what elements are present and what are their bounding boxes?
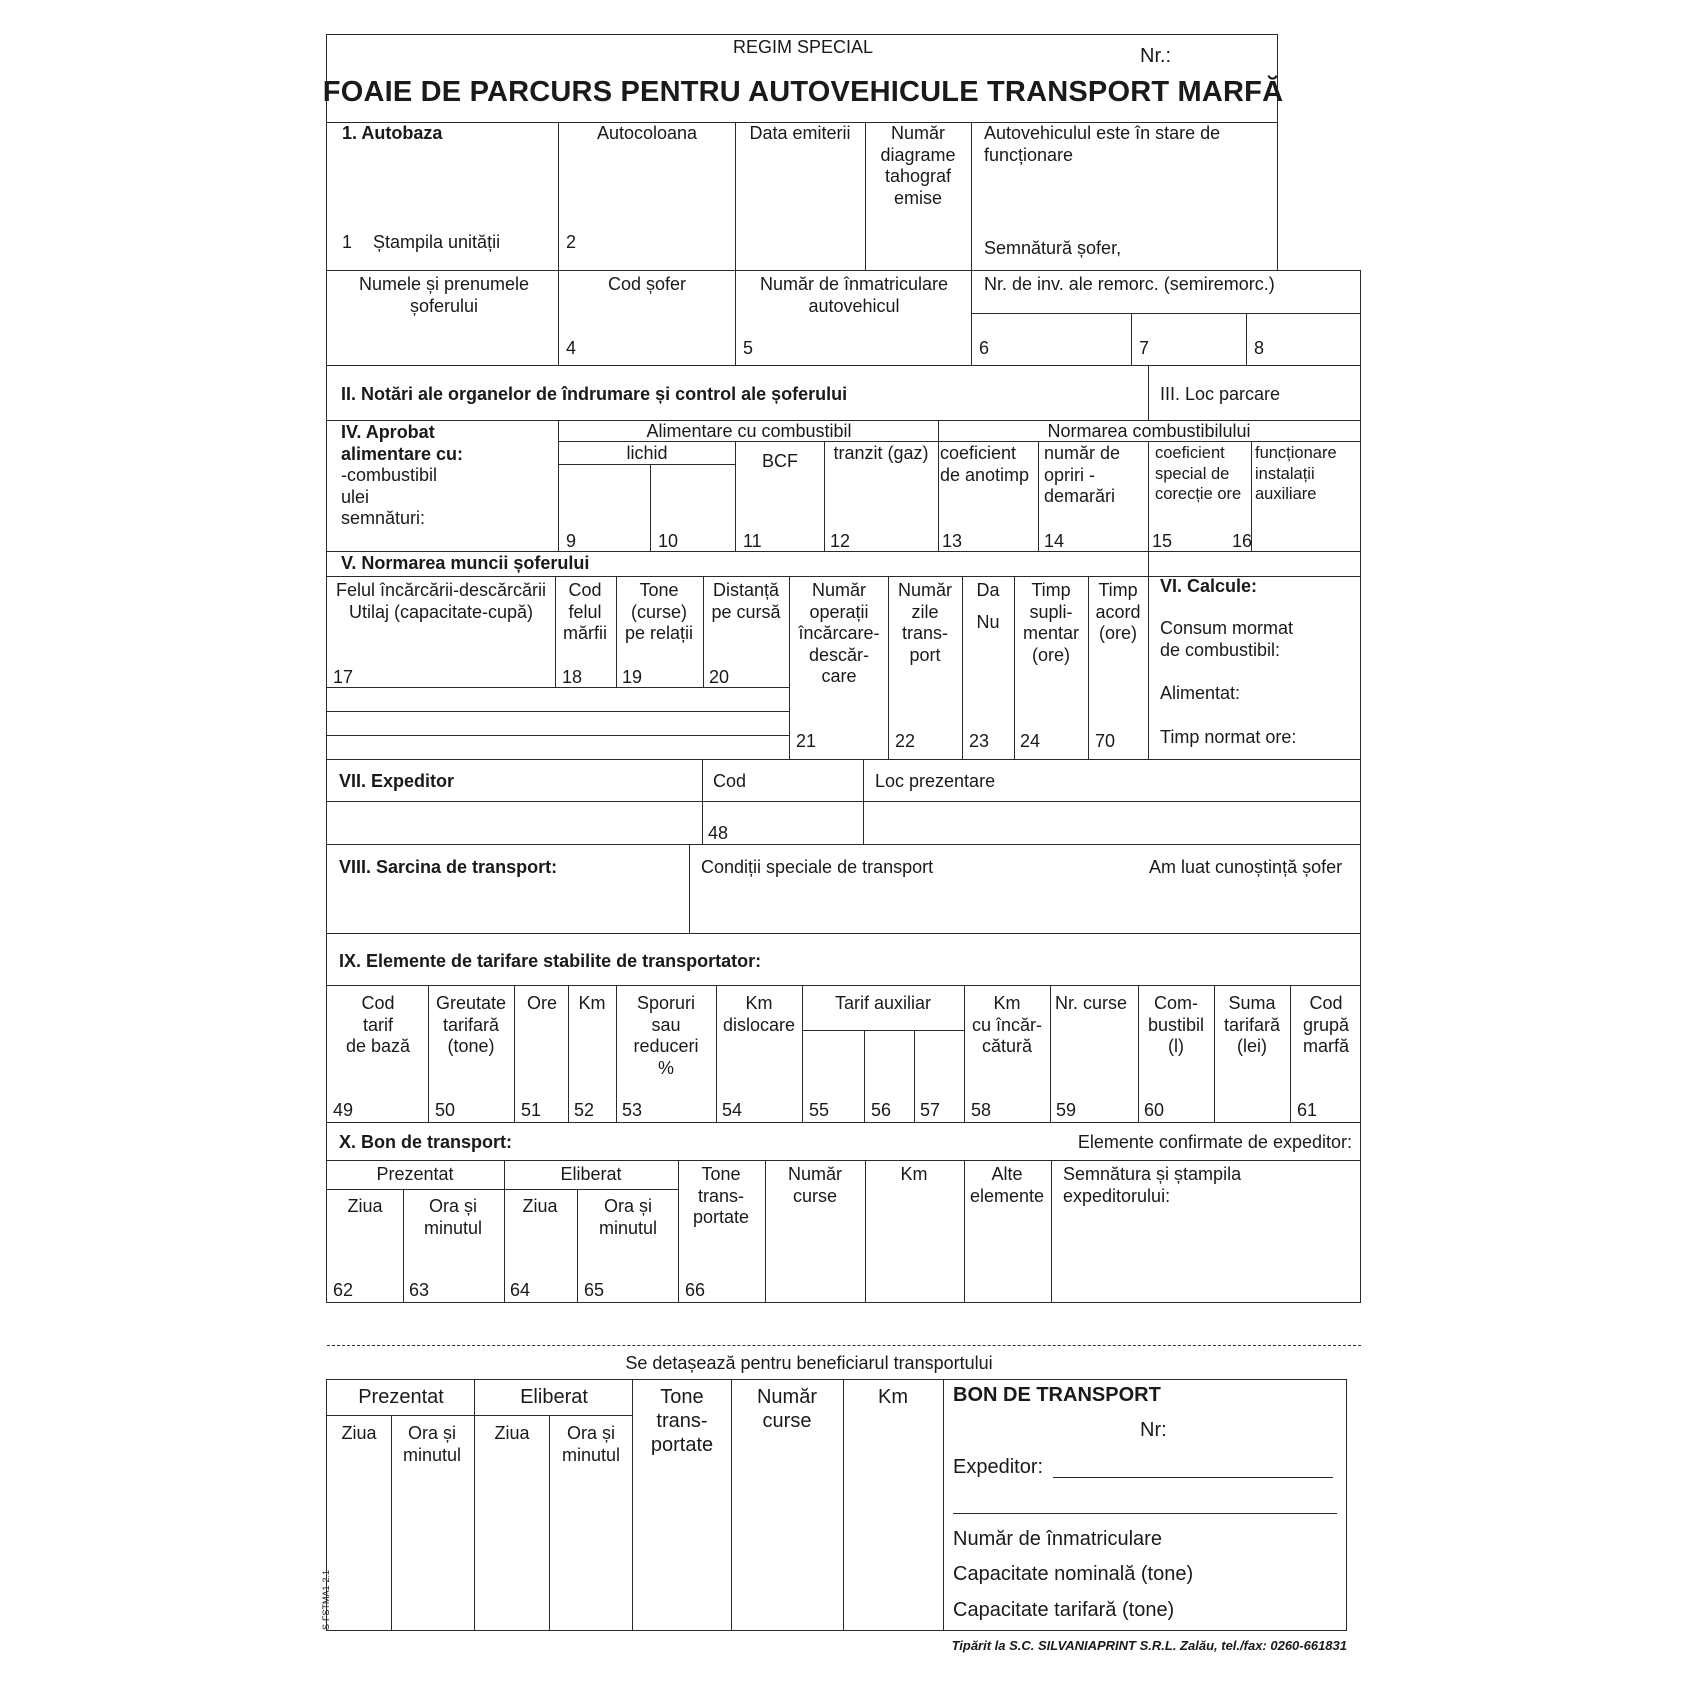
detach-eliberat-ora-label: Ora și minutul bbox=[561, 1423, 621, 1465]
cod-felul-marfii-label: Cod felul mărfii bbox=[563, 580, 607, 643]
elemente-tarifare-title: IX. Elemente de tarifare stabilite de transportator: bbox=[339, 951, 762, 971]
km-incarcatura-label: Km cu încăr- cătură bbox=[971, 993, 1043, 1056]
calcule-title: VI. Calcule: bbox=[1160, 576, 1258, 596]
field-number-2: 2 bbox=[566, 232, 577, 252]
detach-numar-curse-label: Număr curse bbox=[756, 1386, 818, 1432]
da-nu-label: Da Nu bbox=[976, 580, 1000, 632]
detach-prezentat-ziua-label: Ziua bbox=[341, 1423, 377, 1443]
conditii-speciale-label: Condiții speciale de transport bbox=[701, 857, 934, 877]
stare-functionare-label: Autovehiculul este în stare de funcționare bbox=[984, 123, 1221, 165]
semnatura-sofer-label: Semnătură șofer, bbox=[984, 238, 1122, 258]
field-number-18: 18 bbox=[562, 667, 583, 687]
tarif-auxiliar-label: Tarif auxiliar bbox=[834, 993, 932, 1013]
data-emiterii-label: Data emiterii bbox=[749, 123, 851, 143]
eliberat-ora-label: Ora și minutul bbox=[598, 1196, 658, 1238]
cod-sofer-label: Cod șofer bbox=[607, 274, 687, 294]
field-number-12: 12 bbox=[830, 531, 851, 551]
field-number-63: 63 bbox=[409, 1280, 430, 1300]
field-number-64: 64 bbox=[510, 1280, 531, 1300]
detach-prezentat-ora-label: Ora și minutul bbox=[402, 1423, 462, 1465]
timp-acord-label: Timp acord (ore) bbox=[1095, 580, 1141, 643]
detach-eliberat-ziua-label: Ziua bbox=[494, 1423, 530, 1443]
field-number-53: 53 bbox=[622, 1100, 643, 1120]
notari-organe-label: II. Notări ale organelor de îndrumare și control ale șoferului bbox=[341, 384, 848, 404]
normarea-muncii-title: V. Normarea muncii șoferului bbox=[341, 553, 590, 573]
field-number-54: 54 bbox=[722, 1100, 743, 1120]
regim-special-label: REGIM SPECIAL bbox=[732, 37, 874, 57]
coeficient-anotimp-label: coeficient de anotimp bbox=[940, 443, 1030, 485]
elemente-confirmate-label: Elemente confirmate de expeditor: bbox=[1077, 1132, 1352, 1152]
numar-zile-transport-label: Număr zile trans- port bbox=[897, 580, 953, 665]
cod-tarif-label: Cod tarif de bază bbox=[345, 993, 411, 1056]
field-number-60: 60 bbox=[1144, 1100, 1165, 1120]
field-number-20: 20 bbox=[709, 667, 730, 687]
autocoloana-label: Autocoloana bbox=[596, 123, 698, 143]
field-number-6: 6 bbox=[979, 338, 990, 358]
field-number-5: 5 bbox=[743, 338, 754, 358]
bon-nr-inmatriculare-label: Număr de înmatriculare bbox=[953, 1528, 1162, 1550]
detach-prezentat-header: Prezentat bbox=[358, 1386, 444, 1408]
semnatura-expeditor-label: Semnătura și ștampila expeditorului: bbox=[1063, 1164, 1242, 1206]
loc-prezentare-label: Loc prezentare bbox=[875, 771, 996, 791]
expeditor-label: VII. Expeditor bbox=[339, 771, 455, 791]
field-number-50: 50 bbox=[435, 1100, 456, 1120]
nr-inv-remorci-label: Nr. de inv. ale remorc. (semiremorc.) bbox=[984, 274, 1275, 294]
loc-parcare-label: III. Loc parcare bbox=[1160, 384, 1281, 404]
field-number-14: 14 bbox=[1044, 531, 1065, 551]
field-number-9: 9 bbox=[566, 531, 577, 551]
normarea-combustibilului-header: Normarea combustibilului bbox=[1047, 421, 1251, 441]
field-number-11: 11 bbox=[743, 531, 762, 551]
numele-soferului-label: Numele și prenumele șoferului bbox=[358, 274, 530, 316]
field-number-4: 4 bbox=[566, 338, 577, 358]
field-number-7: 7 bbox=[1139, 338, 1150, 358]
km-label: Km bbox=[578, 993, 606, 1013]
field-number-1: 1 bbox=[342, 232, 353, 252]
stampila-unitatii-label: Ștampila unității bbox=[373, 232, 501, 252]
field-number-51: 51 bbox=[521, 1100, 542, 1120]
am-luat-cunostinta-label: Am luat cunoștință șofer bbox=[1149, 857, 1343, 877]
field-number-22: 22 bbox=[895, 731, 916, 751]
field-number-17: 17 bbox=[333, 667, 354, 687]
lichid-label: lichid bbox=[626, 443, 668, 463]
sporuri-reduceri-label: Sporuri sau reduceri % bbox=[633, 993, 699, 1078]
nr-curse-label: Nr. curse bbox=[1054, 993, 1128, 1013]
greutate-tarifara-label: Greutate tarifară (tone) bbox=[435, 993, 507, 1056]
field-number-15: 15 bbox=[1152, 531, 1173, 551]
field-number-16: 16 bbox=[1232, 531, 1253, 551]
tone-curse-label: Tone (curse) pe relații bbox=[624, 580, 694, 643]
field-number-8: 8 bbox=[1254, 338, 1265, 358]
field-number-59: 59 bbox=[1056, 1100, 1077, 1120]
aprobat-alimentare-label: IV. Aprobat alimentare cu: bbox=[341, 422, 464, 464]
field-number-24: 24 bbox=[1020, 731, 1041, 751]
bon-nr-label: Nr: bbox=[1140, 1419, 1167, 1441]
combustibil-label: Com- bustibil (l) bbox=[1147, 993, 1205, 1056]
field-number-13: 13 bbox=[942, 531, 963, 551]
field-number-70: 70 bbox=[1095, 731, 1116, 751]
form-title: FOAIE DE PARCURS PENTRU AUTOVEHICULE TRANSPORT MARFĂ bbox=[322, 76, 1284, 108]
field-number-52: 52 bbox=[574, 1100, 595, 1120]
aprobat-lines: -combustibil ulei semnături: bbox=[341, 465, 438, 528]
timp-suplimentar-label: Timp supli- mentar (ore) bbox=[1022, 580, 1080, 665]
functionare-instalatii-label: funcționare instalații auxiliare bbox=[1255, 444, 1337, 503]
prezentat-header: Prezentat bbox=[376, 1164, 454, 1184]
alte-elemente-label: Alte elemente bbox=[969, 1164, 1045, 1206]
suma-tarifara-label: Suma tarifară (lei) bbox=[1223, 993, 1281, 1056]
distanta-cursa-label: Distanță pe cursă bbox=[711, 580, 781, 622]
nr-inmatriculare-label: Număr de înmatriculare autovehicul bbox=[759, 274, 949, 316]
detach-tone-transportate-label: Tone trans- portate bbox=[650, 1386, 714, 1456]
field-number-55: 55 bbox=[809, 1100, 830, 1120]
field-number-23: 23 bbox=[969, 731, 990, 751]
alimentare-combustibil-header: Alimentare cu combustibil bbox=[646, 421, 852, 441]
tone-transportate-label: Tone trans- portate bbox=[692, 1164, 750, 1227]
autobaza-label: 1. Autobaza bbox=[342, 123, 443, 143]
felul-incarcarii-label: Felul încărcării-descărcării Utilaj (capacitate-cupă) bbox=[335, 580, 547, 622]
numar-diagrame-label: Număr diagrame tahograf emise bbox=[880, 123, 956, 208]
consum-normat-label: Consum mormat de combustibil: bbox=[1160, 618, 1294, 660]
cod-grupa-marfa-label: Cod grupă marfă bbox=[1302, 993, 1350, 1056]
form-number-label: Nr.: bbox=[1140, 45, 1172, 67]
field-number-10: 10 bbox=[658, 531, 679, 551]
capacitate-tarifara-label: Capacitate tarifară (tone) bbox=[953, 1599, 1175, 1621]
cod-expeditor-label: Cod bbox=[713, 771, 747, 791]
numar-operatii-label: Număr operații încărcare- descăr- care bbox=[798, 580, 880, 686]
detach-km-label: Km bbox=[878, 1386, 908, 1408]
printer-footer: Tipărit la S.C. SILVANIAPRINT S.R.L. Zalău, tel./fax: 0260-661831 bbox=[951, 1638, 1347, 1653]
expeditor-fill-line-2 bbox=[953, 1513, 1337, 1514]
field-number-66: 66 bbox=[685, 1280, 706, 1300]
numar-curse-label: Număr curse bbox=[787, 1164, 843, 1206]
detach-eliberat-header: Eliberat bbox=[520, 1386, 588, 1408]
tranzit-gaz-label: tranzit (gaz) bbox=[833, 443, 929, 463]
capacitate-nominala-label: Capacitate nominală (tone) bbox=[953, 1563, 1194, 1585]
field-number-62: 62 bbox=[333, 1280, 354, 1300]
detach-line bbox=[327, 1345, 1361, 1346]
field-number-58: 58 bbox=[971, 1100, 992, 1120]
field-number-19: 19 bbox=[622, 667, 643, 687]
km-dislocare-label: Km dislocare bbox=[722, 993, 796, 1035]
field-number-57: 57 bbox=[920, 1100, 941, 1120]
ore-label: Ore bbox=[526, 993, 558, 1013]
alimentat-label: Alimentat: bbox=[1160, 683, 1241, 703]
side-form-code: S-FSTMA1-2.1 bbox=[321, 1569, 331, 1630]
field-number-65: 65 bbox=[584, 1280, 605, 1300]
bcf-label: BCF bbox=[762, 451, 798, 471]
coeficient-special-label: coeficient special de corecție ore bbox=[1155, 444, 1242, 503]
prezentat-ora-label: Ora și minutul bbox=[423, 1196, 483, 1238]
eliberat-header: Eliberat bbox=[560, 1164, 622, 1184]
detach-caption: Se detașează pentru beneficiarul transportului bbox=[625, 1353, 993, 1373]
expeditor-fill-line bbox=[1053, 1477, 1333, 1478]
bon-expeditor-label: Expeditor: bbox=[953, 1456, 1044, 1478]
bon-km-label: Km bbox=[900, 1164, 928, 1184]
prezentat-ziua-label: Ziua bbox=[347, 1196, 383, 1216]
opriri-demarari-label: număr de opriri - demarări bbox=[1044, 443, 1121, 506]
field-number-48: 48 bbox=[708, 823, 729, 843]
field-number-49: 49 bbox=[333, 1100, 354, 1120]
field-number-56: 56 bbox=[871, 1100, 892, 1120]
sarcina-transport-label: VIII. Sarcina de transport: bbox=[339, 857, 558, 877]
field-number-61: 61 bbox=[1297, 1100, 1318, 1120]
bon-de-transport-title: BON DE TRANSPORT bbox=[953, 1384, 1161, 1406]
bon-transport-title: X. Bon de transport: bbox=[339, 1132, 513, 1152]
timp-normat-label: Timp normat ore: bbox=[1160, 727, 1297, 747]
eliberat-ziua-label: Ziua bbox=[522, 1196, 558, 1216]
field-number-21: 21 bbox=[796, 731, 817, 751]
